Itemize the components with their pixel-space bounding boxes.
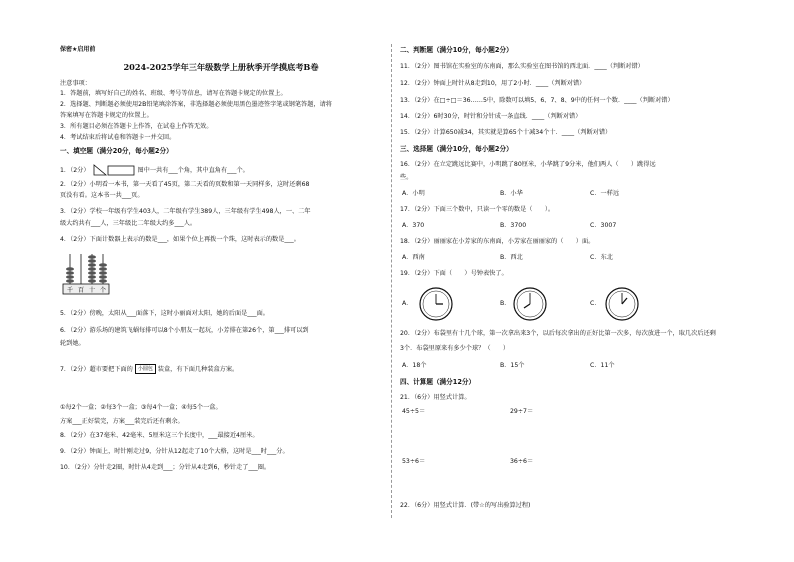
q18-option-b: B．西北 <box>500 254 523 261</box>
secret-label: 保密★启用前 <box>60 46 96 53</box>
q20-option-a: A．18个 <box>402 362 427 369</box>
q16-option-a: A．小明 <box>402 190 425 197</box>
abacus-label-ge: 个 <box>99 287 107 294</box>
q17-option-a: A．370 <box>402 222 425 229</box>
question-18: 18．（2分）丽丽家在小芳家的东南面，小芳家在丽丽家的（ ）面。 <box>400 238 595 245</box>
q16-option-c: C．一样远 <box>590 190 620 197</box>
note-2: 2．选择题、判断题必须使用2B铅笔填涂答案，非选择题必须使用黑色墨迹签字笔或钢笔答题，请将 <box>60 101 332 108</box>
q17-option-c: C．3007 <box>590 222 617 229</box>
question-12: 12．（2分）钟面上时针从8走到10，用了2小时．____（判断对错） <box>400 80 586 87</box>
question-16-line1: 16．（2分）在立定跳远比赛中，小明跳了80厘米，小华跳了9分米，他们两人（ ）跳得远 <box>400 161 656 168</box>
question-20-line1: 20．（2分）布袋里有十几个球，第一次拿出来3个，以后每次拿出的正好比第一次多，每次放进一个，取几次后还剩 <box>400 330 716 337</box>
clock-b-icon <box>512 286 548 322</box>
q7-options: ①每2个一盒；②每3个一盒；③每4个一盒；④每5个一盒。 <box>60 404 222 411</box>
question-5: 5．（2分）傍晚，太阳从___面落下，这时小丽面对太阳，她的后面是___面。 <box>60 310 269 317</box>
q19-option-a: A． <box>402 300 413 307</box>
question-4: 4．（2分）下面计数器上表示的数是___，如果个位上再拨一个珠，这时表示的数是___。 <box>60 236 300 243</box>
section1-heading: 一、填空题（满分20分，每小题2分） <box>60 147 173 155</box>
q18-option-a: A．西南 <box>402 254 425 261</box>
question-2-line2: 页没有看。这本书一共___页。 <box>60 192 144 199</box>
q20-option-c: C．11个 <box>590 362 615 369</box>
clock-a-icon <box>418 286 454 322</box>
section3-heading: 三、选择题（满分10分，每小题2分） <box>400 145 513 153</box>
question-8: 8．（2分）在37毫米、42毫米、5厘米这三个长度中，___最接近4厘米。 <box>60 432 259 439</box>
question-3-line2: 级大约共有___人，三年级比二年级大约多___人。 <box>60 220 197 227</box>
q19-option-b: B． <box>500 300 511 307</box>
question-19: 19．（2分）下面（ ）号钟表快了。 <box>400 270 508 277</box>
section4-heading: 四、计算题（满分12分） <box>400 378 476 386</box>
question-6-line1: 6．（2分）游乐场的建筑飞蜗每排可以8个小朋友一起玩，小芳排在第26个，第___排可以到 <box>60 327 309 334</box>
q7-text: 装盒，有下面几种装盒方案。 <box>157 366 239 374</box>
q7-plan: 方案___正好装完，方案___装完后还有剩余。 <box>60 418 184 425</box>
angle-figure <box>92 163 136 177</box>
question-11: 11．（2分）图书馆在实验室的东南面，那么实验室在图书馆的西北面．____（判断对错） <box>400 63 644 70</box>
question-6-line2: 轮到她。 <box>60 340 85 347</box>
column-divider <box>391 44 392 518</box>
question-13: 13．（2分）在□÷□＝36……5中，除数可以填5、6、7、8、9中的任何一个数．____（判断对错） <box>400 97 674 104</box>
question-16-line2: 些。 <box>400 174 413 181</box>
note-1: 1．答题前，填写好自己的姓名、班级、考号等信息，请写在答题卡规定的位置上。 <box>60 90 287 97</box>
question-3-line1: 3．（2分）学校一年级有学生403人，二年级有学生389人，三年级有学生498人，一、二年 <box>60 208 311 215</box>
calc-3: 53÷6＝ <box>402 458 426 465</box>
q1-text: 图中一共有___个角，其中直角有___个。 <box>137 167 249 174</box>
calc-2: 29÷7＝ <box>510 408 534 415</box>
q19-option-c: C． <box>590 300 601 307</box>
question-20-line2: 3个．布袋里原来有多少个球？（ ） <box>400 345 510 352</box>
note-4: 4．考试结束后将试卷和答题卡一并交回。 <box>60 134 176 141</box>
clock-c-icon <box>604 286 640 322</box>
note-3: 3．所有题目必须在答题卡上作答，在试卷上作答无效。 <box>60 123 213 130</box>
question-14: 14．（2分）6时30分，时针和分针成一条直线．____（判断对错） <box>400 113 582 120</box>
question-21: 21．（6分）用竖式计算。 <box>400 394 471 401</box>
note-2b: 答案填写在答题卡规定的位置上。 <box>60 112 153 119</box>
question-9: 9．（2分）钟面上，时针刚走过9，分针从12起走了10个大格，这时是___时___分。 <box>60 448 289 455</box>
q7-prefix: 7．（2分）超市要把下面的 <box>60 366 133 374</box>
calc-4: 36÷6＝ <box>510 458 534 465</box>
q17-option-b: B．3700 <box>500 222 527 229</box>
q1-prefix: 1．（2分） <box>60 167 90 174</box>
page-title: 2024-2025学年三年级数学上册秋季开学摸底考B卷 <box>123 62 319 72</box>
q16-option-b: B．小华 <box>500 190 523 197</box>
abacus-label-shi: 十 <box>88 287 96 294</box>
question-10: 10．（2分）分针走2圈，时针从4走到___；分针从4走到6，秒针走了___圈。 <box>60 464 271 471</box>
calc-1: 45÷5＝ <box>402 408 426 415</box>
q20-option-b: B．15个 <box>500 362 525 369</box>
abacus-figure <box>62 250 110 296</box>
abacus-label-bai: 百 <box>77 287 85 294</box>
q18-option-c: C．东北 <box>590 254 613 261</box>
abacus-label-qian: 千 <box>66 287 74 294</box>
question-1 <box>60 163 249 177</box>
section2-heading: 二、判断题（满分10分，每小题2分） <box>400 46 513 54</box>
question-2-line1: 2．（2分）小明看一本书，第一天看了45页，第二天看的页数和第一天同样多，这时还剩68 <box>60 181 310 188</box>
question-7 <box>60 364 238 374</box>
question-15: 15．（2分）计算650减34，其实就是算65个十减34个十．____（判断对错） <box>400 129 612 136</box>
question-17: 17．（2分）下面三个数中，只读一个零的数是（ ）。 <box>400 206 555 213</box>
notes-heading: 注意事项： <box>60 80 91 87</box>
question-22: 22．（6分）用竖式计算．(带☆的写出验算过程) <box>400 502 531 509</box>
small-bun-box: 小圆包 <box>135 364 156 374</box>
